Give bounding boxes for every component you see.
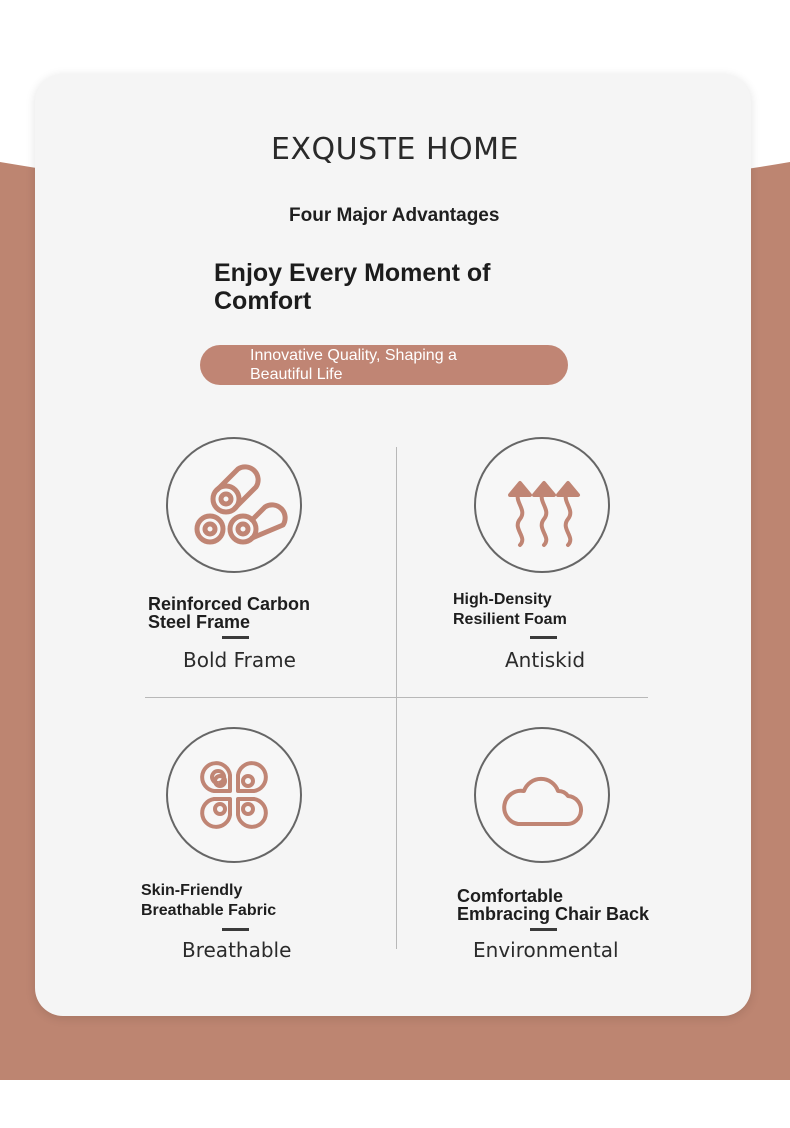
subheading: Four Major Advantages <box>289 205 500 226</box>
feature-1-title <box>148 595 310 631</box>
feature-2-title <box>453 590 567 630</box>
feature-4-title-line2: Embracing Chair Back <box>457 904 650 924</box>
feature-2-dash <box>530 636 557 639</box>
feature-3-title <box>141 881 276 921</box>
feature-3-icon-circle <box>166 727 302 863</box>
feature-3-title-line1: Skin-Friendly <box>141 882 243 899</box>
logs-icon <box>168 439 300 571</box>
cloud-icon <box>476 729 608 861</box>
feature-2-title-line2: Resilient Foam <box>453 611 567 628</box>
feature-3-title-line2: Breathable Fabric <box>141 902 277 919</box>
feature-2-icon-circle <box>474 437 610 573</box>
feature-4-title-line1: Comfortable <box>457 886 564 906</box>
feature-2-title-line1: High-Density <box>453 591 552 608</box>
feature-4-subtitle: Environmental <box>473 938 619 962</box>
feature-2-subtitle: Antiskid <box>505 648 586 672</box>
feature-3-dash <box>222 928 249 931</box>
tagline-pill <box>200 345 568 385</box>
feature-1-icon-circle <box>166 437 302 573</box>
tagline-text: Innovative Quality, Shaping a Beautiful Life <box>250 347 457 383</box>
feature-4-icon-circle <box>474 727 610 863</box>
grid-divider-horizontal <box>145 697 648 698</box>
headline: Enjoy Every Moment of Comfort <box>214 259 491 315</box>
feature-3-subtitle: Breathable <box>182 938 292 962</box>
feature-1-dash <box>222 636 249 639</box>
feature-4-title <box>457 887 649 923</box>
feature-4-dash <box>530 928 557 931</box>
clover-icon <box>168 729 300 861</box>
feature-1-subtitle: Bold Frame <box>183 648 296 672</box>
feature-1-title-line1: Reinforced Carbon <box>148 594 311 614</box>
brand-title: EXQUSTE HOME <box>271 132 519 167</box>
wavy-arrows-icon <box>476 439 608 571</box>
feature-1-title-line2: Steel Frame <box>148 612 251 632</box>
grid-divider-vertical <box>396 447 397 949</box>
